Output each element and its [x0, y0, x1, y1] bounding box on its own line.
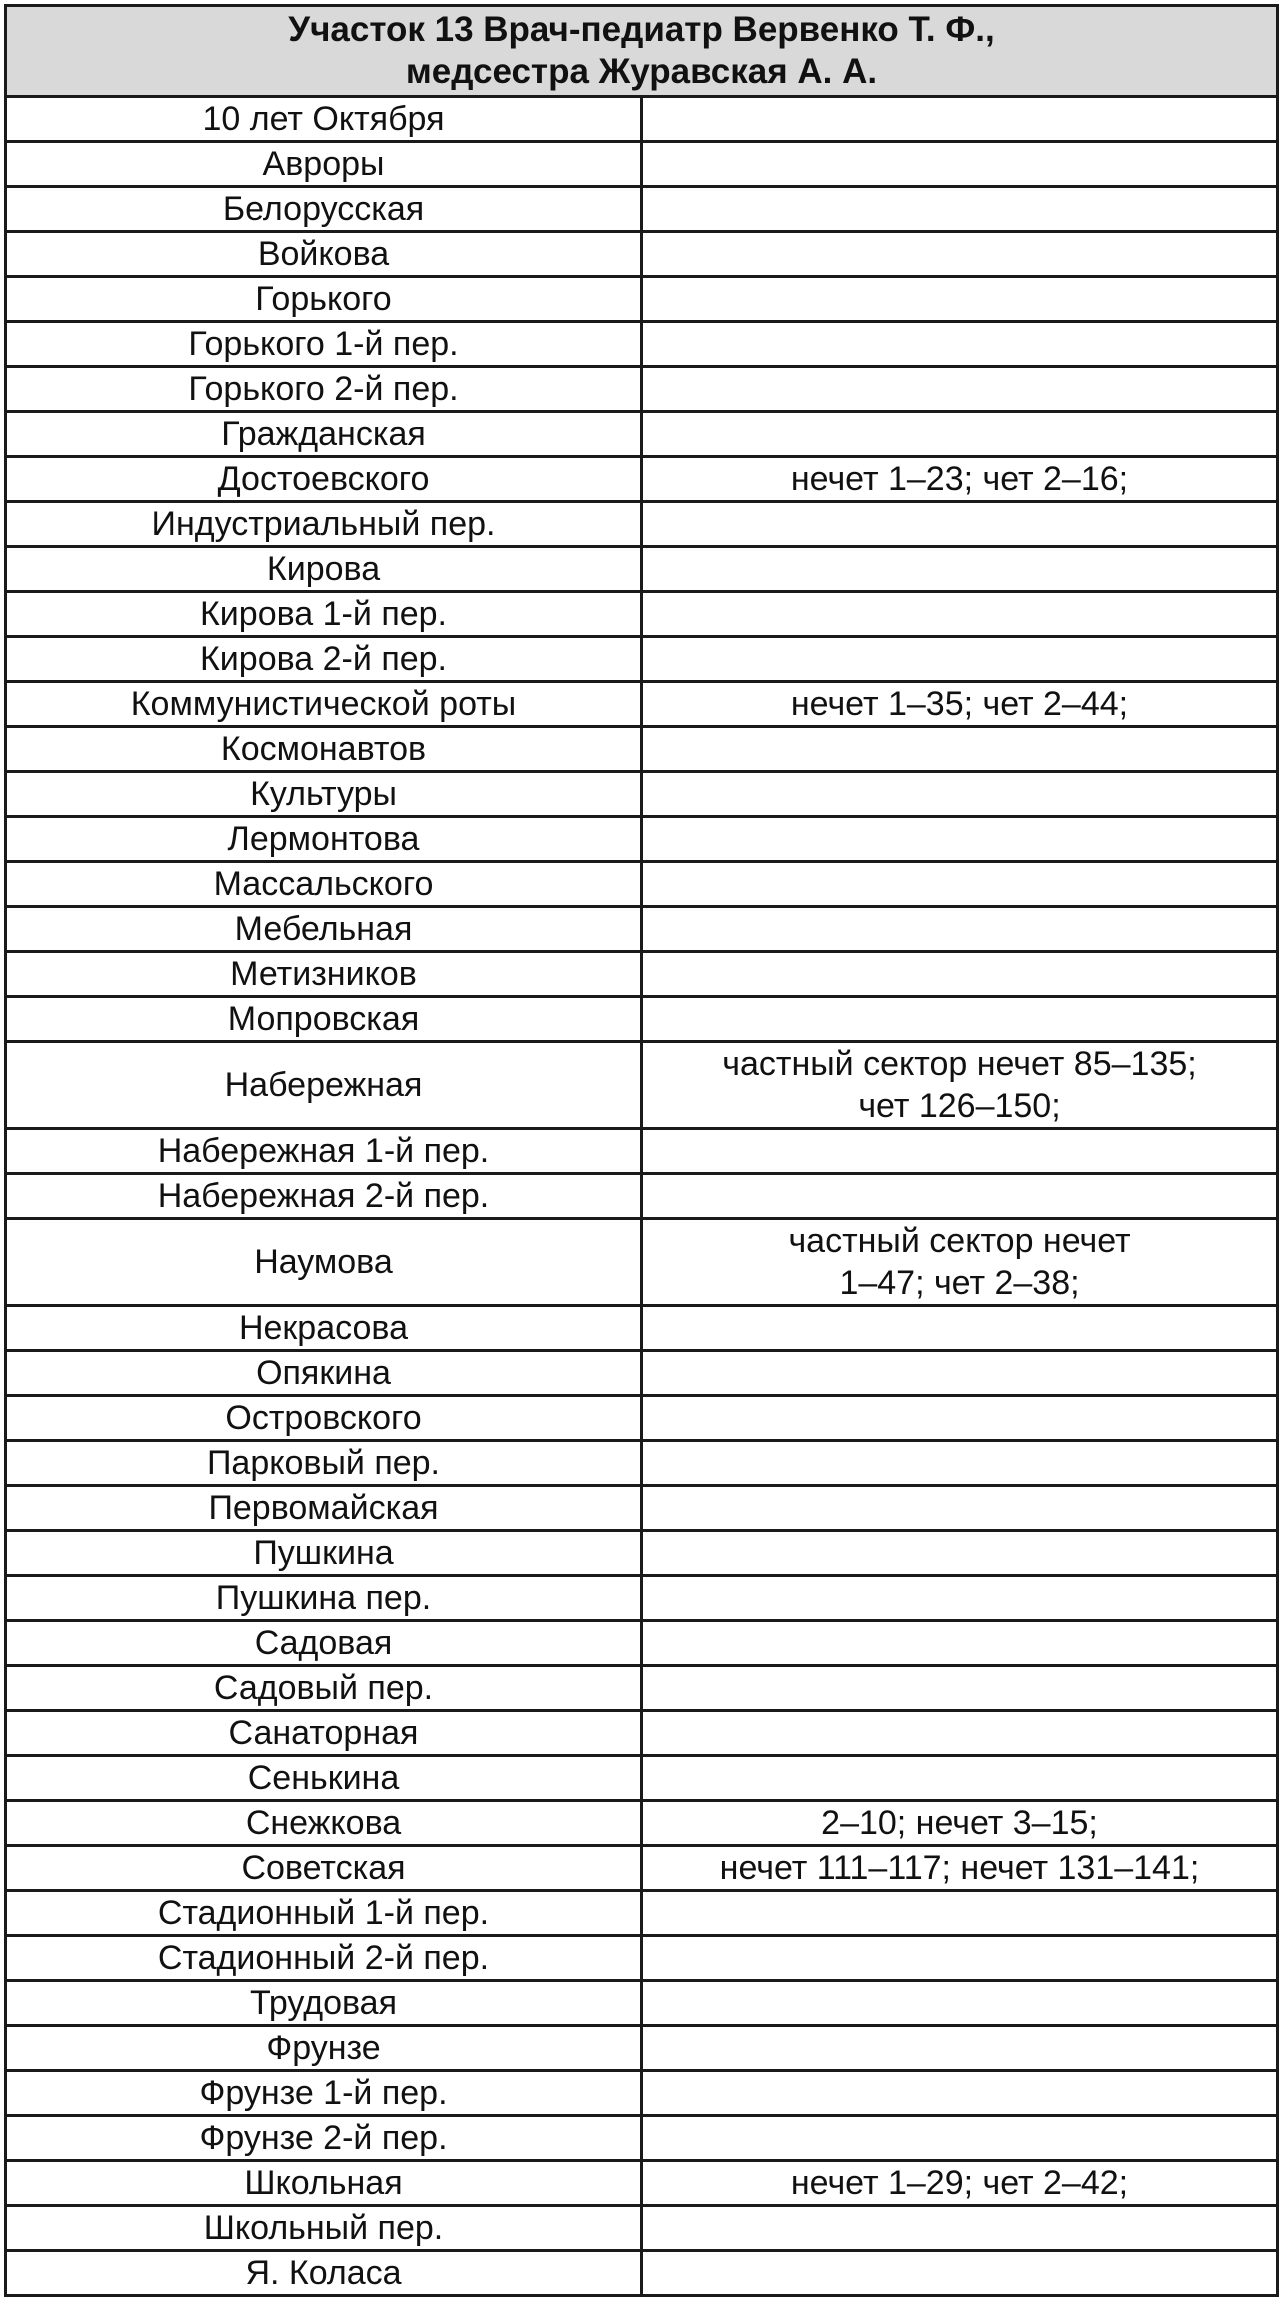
street-name-cell: Мопровская — [6, 997, 642, 1042]
table-row — [6, 862, 1278, 907]
house-numbers-line-2: 1–47; чет 2–38; — [839, 1264, 1080, 1302]
house-numbers-cell — [642, 2071, 1278, 2116]
table-row — [6, 997, 1278, 1042]
street-name-cell: Войкова — [6, 232, 642, 277]
street-name-cell: Советская — [6, 1846, 642, 1891]
street-name-cell: Коммунистической роты — [6, 682, 642, 727]
table-row — [6, 1621, 1278, 1666]
table-row — [6, 1891, 1278, 1936]
house-numbers-cell — [642, 2116, 1278, 2161]
table-row — [6, 547, 1278, 592]
table-row — [6, 907, 1278, 952]
street-name-cell: Метизников — [6, 952, 642, 997]
street-name-cell: Санаторная — [6, 1711, 642, 1756]
street-name-cell: Школьная — [6, 2161, 642, 2206]
table-row — [6, 1129, 1278, 1174]
table-row — [6, 2026, 1278, 2071]
house-numbers-cell — [642, 862, 1278, 907]
house-numbers-cell — [642, 772, 1278, 817]
street-name-cell: Набережная — [6, 1042, 642, 1129]
table-row — [6, 232, 1278, 277]
house-numbers-cell: нечет 111–117; нечет 131–141; — [642, 1846, 1278, 1891]
table-row — [6, 142, 1278, 187]
table-row — [6, 952, 1278, 997]
table-header-cell — [6, 6, 1278, 97]
street-name-cell: Космонавтов — [6, 727, 642, 772]
house-numbers-cell: нечет 1–35; чет 2–44; — [642, 682, 1278, 727]
house-numbers-cell: 2–10; нечет 3–15; — [642, 1801, 1278, 1846]
house-numbers-cell — [642, 997, 1278, 1042]
street-name-cell: Горького 1-й пер. — [6, 322, 642, 367]
table-row — [6, 277, 1278, 322]
table-row — [6, 1576, 1278, 1621]
table-row — [6, 2161, 1278, 2206]
street-name-cell: Некрасова — [6, 1306, 642, 1351]
house-numbers-cell — [642, 232, 1278, 277]
house-numbers-cell — [642, 1936, 1278, 1981]
street-name-cell: Стадионный 2-й пер. — [6, 1936, 642, 1981]
table-row — [6, 1174, 1278, 1219]
table-row — [6, 1351, 1278, 1396]
table-row — [6, 1306, 1278, 1351]
house-numbers-cell — [642, 1219, 1278, 1306]
house-numbers-cell — [642, 1129, 1278, 1174]
table-row — [6, 2206, 1278, 2251]
table-row — [6, 412, 1278, 457]
table-row — [6, 2071, 1278, 2116]
street-name-cell: Наумова — [6, 1219, 642, 1306]
street-name-cell: Фрунзе 2-й пер. — [6, 2116, 642, 2161]
table-row — [6, 1936, 1278, 1981]
house-numbers-cell — [642, 1042, 1278, 1129]
table-row — [6, 1801, 1278, 1846]
house-numbers-cell — [642, 2251, 1278, 2296]
street-name-cell: Островского — [6, 1396, 642, 1441]
street-name-cell: Массальского — [6, 862, 642, 907]
house-numbers-cell — [642, 1666, 1278, 1711]
house-numbers-cell — [642, 637, 1278, 682]
street-name-cell: Набережная 2-й пер. — [6, 1174, 642, 1219]
street-name-cell: Парковый пер. — [6, 1441, 642, 1486]
house-numbers-cell — [642, 142, 1278, 187]
house-numbers-cell — [642, 367, 1278, 412]
house-numbers-cell — [642, 187, 1278, 232]
table-row — [6, 502, 1278, 547]
table-row — [6, 1666, 1278, 1711]
header-title-line-1: Участок 13 Врач-педиатр Вервенко Т. Ф., — [288, 10, 995, 49]
house-numbers-line-1: частный сектор нечет — [788, 1222, 1131, 1260]
table-row — [6, 2251, 1278, 2296]
street-name-cell: Опякина — [6, 1351, 642, 1396]
table-row — [6, 1042, 1278, 1129]
table-row — [6, 727, 1278, 772]
house-numbers-cell — [642, 2026, 1278, 2071]
table-row — [6, 1396, 1278, 1441]
house-numbers-cell — [642, 1891, 1278, 1936]
street-name-cell: Кирова — [6, 547, 642, 592]
house-numbers-cell — [642, 817, 1278, 862]
table-row — [6, 367, 1278, 412]
street-name-cell: Трудовая — [6, 1981, 642, 2026]
house-numbers-line-2: чет 126–150; — [858, 1087, 1061, 1125]
house-numbers-cell — [642, 1441, 1278, 1486]
street-name-cell: Культуры — [6, 772, 642, 817]
street-name-cell: Садовый пер. — [6, 1666, 642, 1711]
house-numbers-cell — [642, 952, 1278, 997]
street-name-cell: Мебельная — [6, 907, 642, 952]
street-name-cell: Лермонтова — [6, 817, 642, 862]
house-numbers-cell — [642, 1576, 1278, 1621]
street-name-cell: Достоевского — [6, 457, 642, 502]
table-row — [6, 2116, 1278, 2161]
street-name-cell: Авроры — [6, 142, 642, 187]
house-numbers-cell — [642, 1306, 1278, 1351]
house-numbers-cell — [642, 97, 1278, 142]
street-name-cell: Школьный пер. — [6, 2206, 642, 2251]
table-row — [6, 772, 1278, 817]
house-numbers-cell — [642, 592, 1278, 637]
table-row — [6, 592, 1278, 637]
street-name-cell: Первомайская — [6, 1486, 642, 1531]
table-row — [6, 322, 1278, 367]
house-numbers-cell — [642, 907, 1278, 952]
house-numbers-line-1: частный сектор нечет 85–135; — [722, 1045, 1197, 1083]
street-name-cell: 10 лет Октября — [6, 97, 642, 142]
house-numbers-cell — [642, 1486, 1278, 1531]
table-row — [6, 817, 1278, 862]
street-name-cell: Горького 2-й пер. — [6, 367, 642, 412]
street-name-cell: Снежкова — [6, 1801, 642, 1846]
street-name-cell: Кирова 2-й пер. — [6, 637, 642, 682]
street-name-cell: Горького — [6, 277, 642, 322]
street-name-cell: Стадионный 1-й пер. — [6, 1891, 642, 1936]
house-numbers-cell — [642, 1174, 1278, 1219]
table-row — [6, 1756, 1278, 1801]
house-numbers-cell — [642, 1981, 1278, 2026]
street-name-cell: Фрунзе — [6, 2026, 642, 2071]
house-numbers-cell — [642, 322, 1278, 367]
table-row — [6, 1219, 1278, 1306]
house-numbers-cell — [642, 1351, 1278, 1396]
table-row — [6, 1531, 1278, 1576]
table-row — [6, 637, 1278, 682]
house-numbers-cell — [642, 502, 1278, 547]
table-row — [6, 97, 1278, 142]
street-name-cell: Кирова 1-й пер. — [6, 592, 642, 637]
street-assignment-table — [4, 4, 1279, 2297]
table-row — [6, 1711, 1278, 1756]
house-numbers-cell — [642, 1396, 1278, 1441]
street-name-cell: Гражданская — [6, 412, 642, 457]
header-title-line-2: медсестра Журавская А. А. — [405, 52, 878, 91]
table-row — [6, 457, 1278, 502]
street-name-cell: Набережная 1-й пер. — [6, 1129, 642, 1174]
street-name-cell: Пушкина пер. — [6, 1576, 642, 1621]
house-numbers-cell: нечет 1–23; чет 2–16; — [642, 457, 1278, 502]
street-name-cell: Индустриальный пер. — [6, 502, 642, 547]
street-name-cell: Пушкина — [6, 1531, 642, 1576]
house-numbers-cell: нечет 1–29; чет 2–42; — [642, 2161, 1278, 2206]
table-row — [6, 1981, 1278, 2026]
table-row — [6, 1486, 1278, 1531]
house-numbers-cell — [642, 1531, 1278, 1576]
table-row — [6, 682, 1278, 727]
street-name-cell: Белорусская — [6, 187, 642, 232]
house-numbers-cell — [642, 1621, 1278, 1666]
street-name-cell: Садовая — [6, 1621, 642, 1666]
table-row — [6, 187, 1278, 232]
house-numbers-cell — [642, 2206, 1278, 2251]
table-header-row — [6, 6, 1278, 97]
street-name-cell: Фрунзе 1-й пер. — [6, 2071, 642, 2116]
street-name-cell: Сенькина — [6, 1756, 642, 1801]
street-name-cell: Я. Коласа — [6, 2251, 642, 2296]
house-numbers-cell — [642, 1711, 1278, 1756]
house-numbers-cell — [642, 547, 1278, 592]
house-numbers-cell — [642, 1756, 1278, 1801]
table-body — [6, 97, 1278, 2296]
house-numbers-cell — [642, 412, 1278, 457]
table-row — [6, 1441, 1278, 1486]
table-row — [6, 1846, 1278, 1891]
house-numbers-cell — [642, 277, 1278, 322]
house-numbers-cell — [642, 727, 1278, 772]
